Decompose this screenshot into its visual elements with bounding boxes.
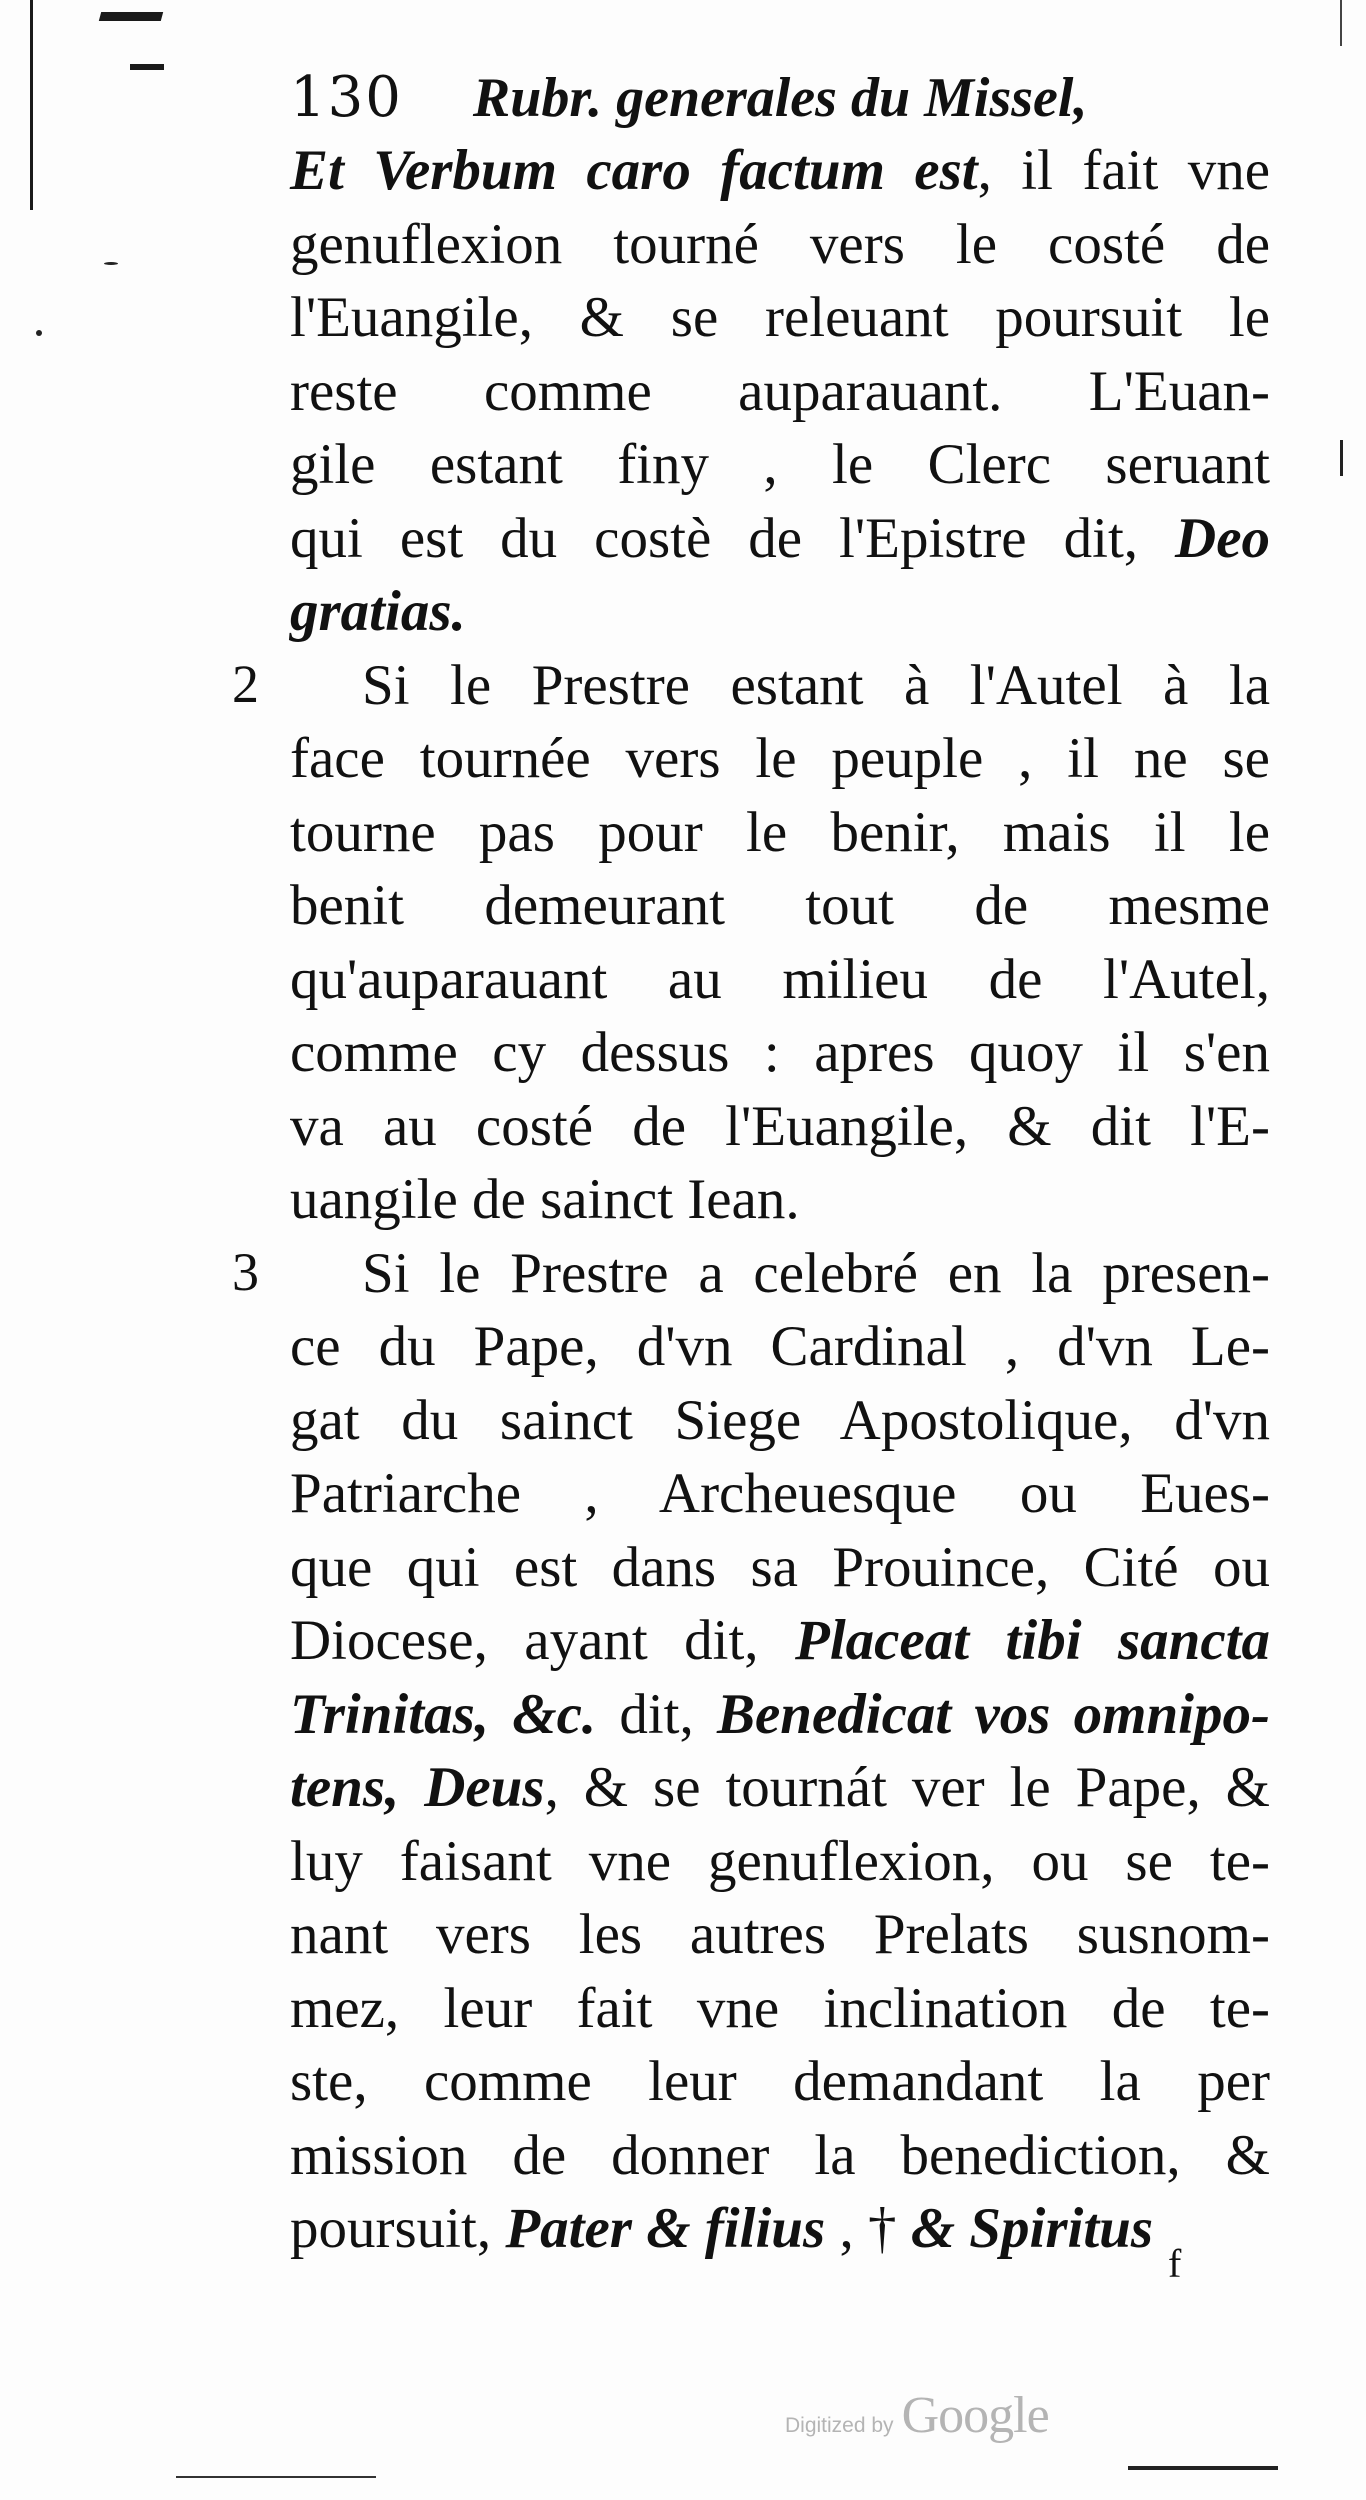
- ink-speck: [1340, 440, 1343, 476]
- body-text: [290, 134, 1270, 2266]
- ink-mark: [99, 12, 163, 21]
- digitized-by-label: Digitized by: [785, 2414, 894, 2437]
- roman-text: Diocese, ayant dit,: [290, 1609, 795, 1672]
- text-line: [290, 502, 1270, 576]
- text-line: [290, 2192, 1270, 2266]
- text-line: [290, 1163, 1270, 1237]
- text-line: [290, 428, 1270, 502]
- text-line: [290, 281, 1270, 355]
- text-line: [290, 1898, 1270, 1972]
- text-line: [290, 869, 1270, 943]
- scan-border-line: [176, 2476, 376, 2478]
- text-line: [290, 208, 1270, 282]
- ink-speck: [36, 330, 42, 336]
- text-line: [290, 1237, 1270, 1311]
- text-line: [290, 1457, 1270, 1531]
- italic-text: Trinitas, &c.: [290, 1682, 597, 1746]
- text-line: [290, 1531, 1270, 1605]
- roman-text: , †: [825, 2197, 911, 2260]
- text-line: [290, 1678, 1270, 1752]
- roman-text: dit,: [596, 1682, 717, 1746]
- italic-text: Et Verbum caro factum est: [290, 139, 978, 202]
- italic-text: Pater & filius: [505, 2197, 826, 2260]
- roman-text: nant vers les autres Prelats susnom-: [290, 1903, 1270, 1966]
- text-line: [290, 355, 1270, 429]
- paragraph-number: 3: [232, 1241, 259, 1302]
- ink-speck: [104, 262, 118, 265]
- italic-text: Placeat tibi sancta: [795, 1609, 1270, 1672]
- roman-text: reste comme auparauant. L'Euan-: [290, 359, 1270, 423]
- roman-text: ce du Pape, d'vn Cardinal , d'vn Le-: [290, 1315, 1270, 1378]
- text-line: [290, 1384, 1270, 1458]
- roman-text: face tournée vers le peuple , il ne se: [290, 727, 1270, 790]
- roman-text: gat du sainct Siege Apostolique, d'vn: [290, 1388, 1270, 1452]
- roman-text: mez, leur fait vne inclination de te-: [290, 1976, 1270, 2040]
- roman-text: tourne pas pour le benir, mais il le: [290, 800, 1270, 864]
- italic-text: tens, Deus: [290, 1756, 545, 1819]
- roman-text: , & se tournát ver le Pape, &: [544, 1756, 1270, 1819]
- roman-text: poursuit,: [290, 2197, 506, 2260]
- roman-text: ste, comme leur demandant la per: [290, 2050, 1270, 2113]
- roman-text: qu'auparauant au milieu de l'Autel,: [290, 947, 1270, 1011]
- text-line: [290, 2119, 1270, 2193]
- text-line: [290, 1090, 1270, 1164]
- text-line: [290, 1972, 1270, 2046]
- page-header: [290, 62, 1270, 134]
- italic-text: Deo: [1175, 506, 1270, 570]
- roman-text: Si le Prestre estant à l'Autel à la: [362, 653, 1270, 717]
- roman-text: va au costé de l'Euangile, & dit l'E-: [290, 1094, 1270, 1158]
- google-logo: Google: [901, 2387, 1049, 2444]
- roman-text: benit demeurant tout de mesme: [290, 874, 1270, 937]
- text-line: [290, 2045, 1270, 2119]
- roman-text: gile estant finy , le Clerc seruant: [290, 433, 1270, 496]
- roman-text: que qui est dans sa Prouince, Cité ou: [290, 1535, 1270, 1599]
- text-line: [290, 796, 1270, 870]
- catchword: f: [1168, 2241, 1182, 2286]
- text-line: [290, 722, 1270, 796]
- roman-text: l'Euangile, & se releuant poursuit le: [290, 286, 1270, 349]
- text-line: [290, 1604, 1270, 1678]
- text-line: [290, 1751, 1270, 1825]
- digitized-watermark: [785, 2386, 1049, 2445]
- italic-text: Benedicat vos omnipo-: [716, 1682, 1270, 1746]
- ink-mark: [1128, 2466, 1278, 2470]
- roman-text: uangile de sainct Iean.: [290, 1168, 800, 1231]
- text-block: [290, 62, 1270, 2266]
- roman-text: , il fait vne: [977, 139, 1270, 202]
- text-line: [290, 134, 1270, 208]
- paragraph-number: 2: [232, 653, 259, 714]
- text-line: [290, 1825, 1270, 1899]
- text-line: [290, 1310, 1270, 1384]
- text-line: [290, 649, 1270, 723]
- roman-text: comme cy dessus : apres quoy il s'en: [290, 1021, 1270, 1084]
- text-line: [290, 1016, 1270, 1090]
- scan-border-line: [30, 0, 33, 210]
- text-line: [290, 943, 1270, 1017]
- roman-text: luy faisant vne genuflexion, ou se te-: [290, 1829, 1270, 1893]
- italic-text: gratias.: [290, 580, 466, 643]
- running-head: Rubr. generales du Missel,: [472, 67, 1088, 129]
- page-number: 130: [290, 65, 403, 130]
- ink-mark: [130, 64, 164, 70]
- scan-border-line: [1340, 0, 1342, 46]
- roman-text: Patriarche , Archeuesque ou Eues-: [290, 1462, 1270, 1525]
- italic-text: & Spiritus: [910, 2197, 1154, 2260]
- text-line: [290, 575, 1270, 649]
- roman-text: Si le Prestre a celebré en la presen-: [362, 1241, 1270, 1305]
- roman-text: genuflexion tourné vers le costé de: [290, 212, 1270, 276]
- roman-text: mission de donner la benediction, &: [290, 2123, 1270, 2187]
- roman-text: qui est du costè de l'Epistre dit,: [290, 506, 1176, 570]
